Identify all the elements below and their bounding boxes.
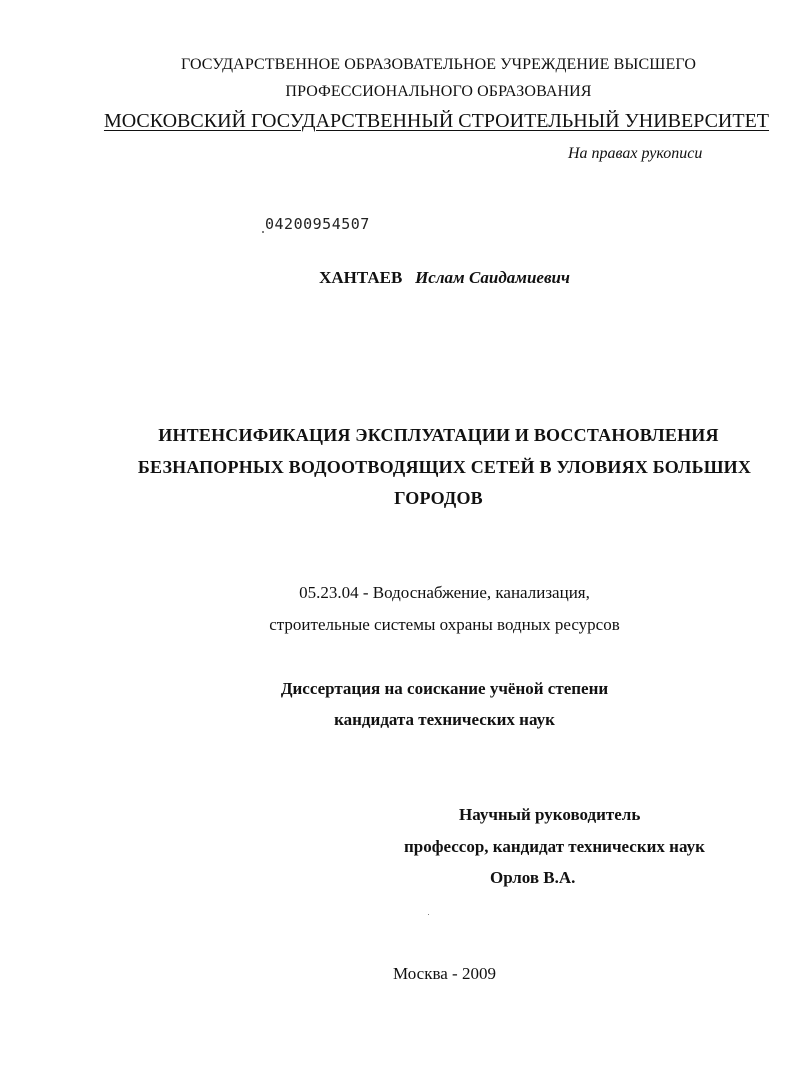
advisor-position: профессор, кандидат технических наук [404, 837, 705, 856]
advisor-name: Орлов В.А. [490, 868, 576, 887]
advisor-label: Научный руководитель [459, 805, 641, 824]
author-name [48, 269, 793, 286]
specialty-line-1: 05.23.04 - Водоснабжение, канализация, [299, 583, 590, 602]
degree-line-2: кандидата технических наук [334, 710, 555, 729]
document-number: 04200954507 [265, 215, 370, 233]
degree-line-1: Диссертация на соискание учёной степени [280, 679, 609, 698]
specialty-line-2: строительные системы охраны водных ресурсов [269, 615, 620, 634]
institution-line-1: ГОСУДАРСТВЕННОЕ ОБРАЗОВАТЕЛЬНОЕ УЧРЕЖДЕНИЕ ВЫСШЕГО [181, 56, 696, 73]
place-and-year: Москва - 2009 [393, 964, 496, 983]
author-given-names: Ислам Саидамиевич [415, 268, 570, 287]
author-surname: ХАНТАЕВ [319, 268, 403, 287]
title-line-3: ГОРОДОВ [394, 488, 483, 508]
scan-speck [262, 231, 264, 233]
manuscript-rights-note: На правах рукописи [568, 145, 703, 162]
university-name: МОСКОВСКИЙ ГОСУДАРСТВЕННЫЙ СТРОИТЕЛЬНЫЙ УНИВЕРСИТЕТ [103, 110, 770, 132]
title-line-1: ИНТЕНСИФИКАЦИЯ ЭКСПЛУАТАЦИИ И ВОССТАНОВЛЕНИЯ [158, 425, 719, 445]
scan-speck [428, 914, 429, 915]
institution-line-2: ПРОФЕССИОНАЛЬНОГО ОБРАЗОВАНИЯ [285, 83, 592, 100]
title-line-2: БЕЗНАПОРНЫХ ВОДООТВОДЯЩИХ СЕТЕЙ В УЛОВИЯХ БОЛЬШИХ [137, 457, 752, 477]
